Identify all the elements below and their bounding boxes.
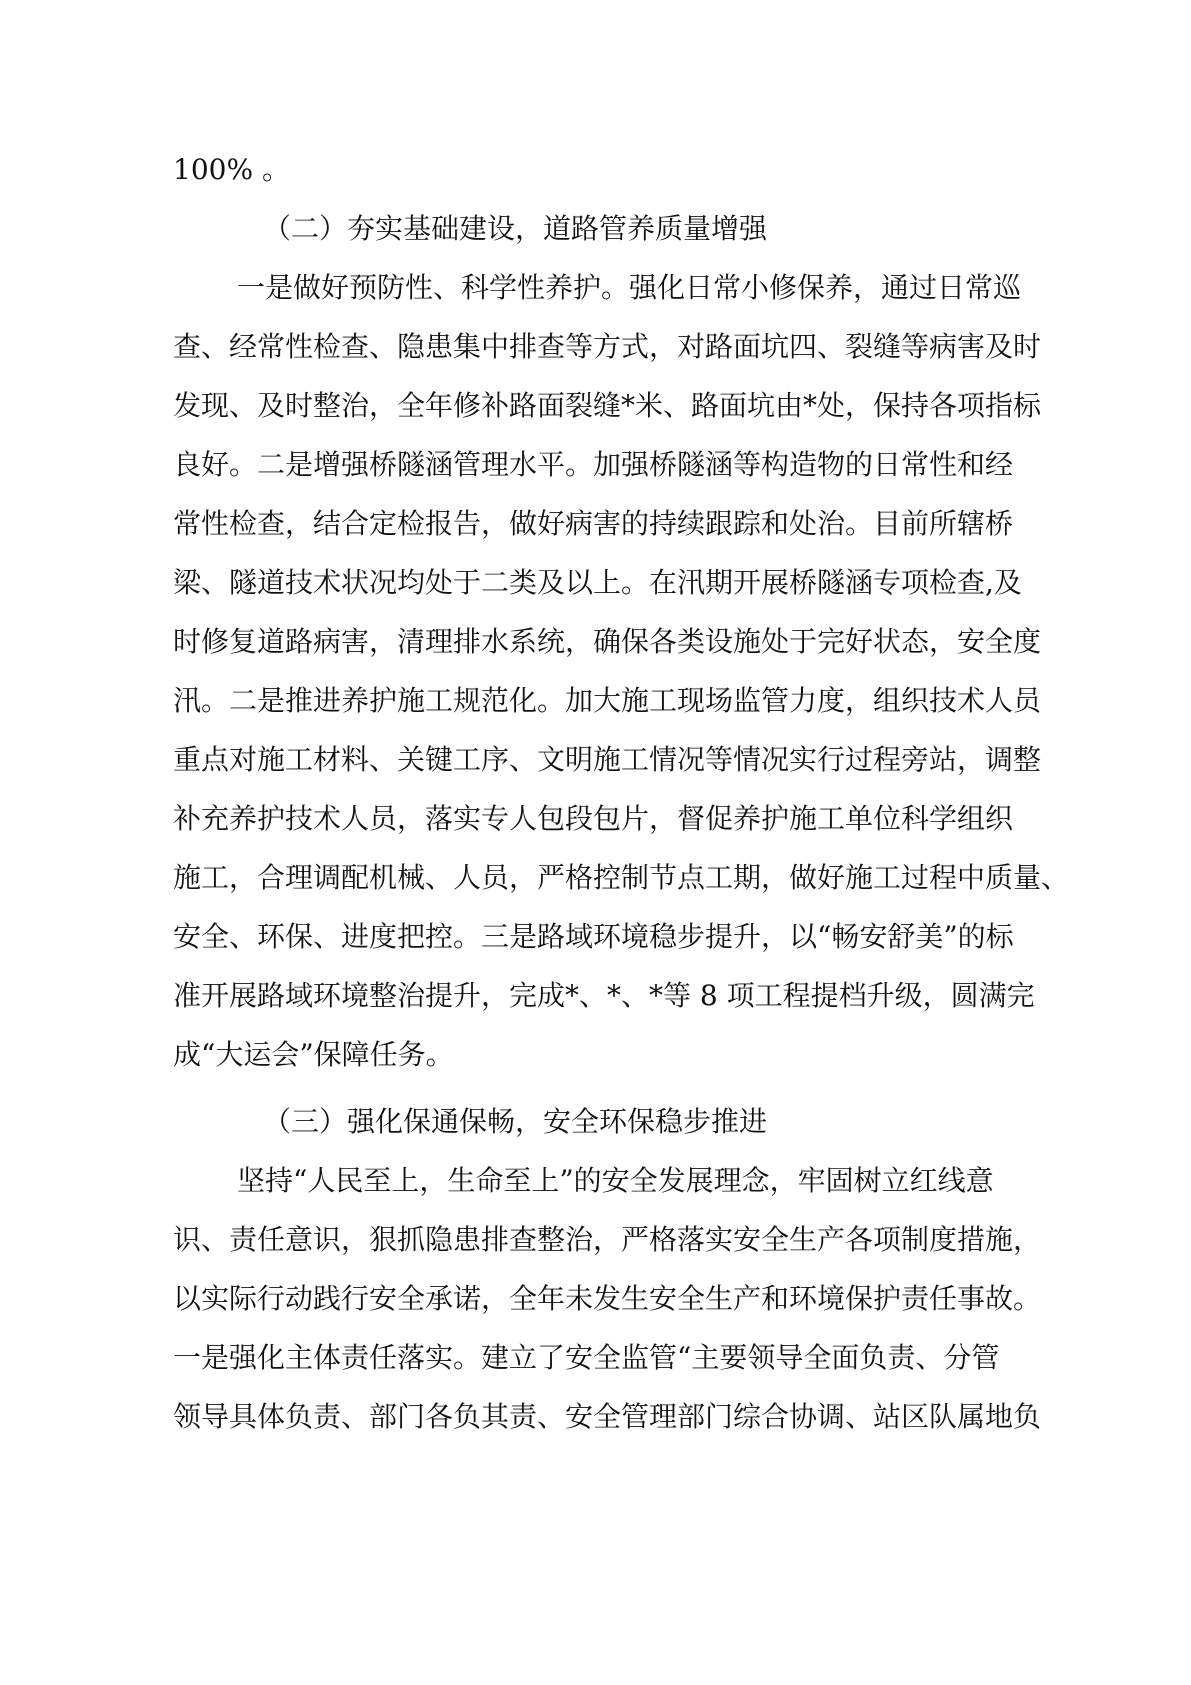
paragraph-line: 一是做好预防性、科学性养护。强化日常小修保养，通过日常巡	[237, 271, 1022, 304]
top-fragment-line: 100% 。	[173, 153, 290, 186]
paragraph-line: 准开展路域环境整治提升，完成*、*、*等 8 项工程提档升级，圆满完	[173, 979, 1035, 1012]
paragraph-line: 发现、及时整治，全年修补路面裂缝*米、路面坑由*处，保持各项指标	[173, 389, 1042, 422]
paragraph-line: 查、经常性检查、隐患集中排查等方式，对路面坑四、裂缝等病害及时	[173, 330, 1042, 363]
paragraph-line: 识、责任意识，狠抓隐患排查整治，严格落实安全生产各项制度措施，	[173, 1223, 1042, 1256]
paragraph-line: 常性检查，结合定检报告，做好病害的持续跟踪和处治。目前所辖桥	[173, 507, 1014, 540]
paragraph-line: 梁、隧道技术状况均处于二类及以上。在汛期开展桥隧涵专项检查,及	[173, 566, 1022, 599]
paragraph-line: 良好。二是增强桥隧涵管理水平。加强桥隧涵等构造物的日常性和经	[173, 448, 1014, 481]
paragraph-line: 以实际行动践行安全承诺，全年未发生安全生产和环境保护责任事故。	[173, 1282, 1042, 1315]
paragraph-line: 重点对施工材料、关键工序、文明施工情况等情况实行过程旁站，调整	[173, 743, 1042, 776]
paragraph-line: 时修复道路病害，清理排水系统，确保各类设施处于完好状态，安全度	[173, 625, 1042, 658]
paragraph-line: 安全、环保、进度把控。三是路域环境稳步提升，以“畅安舒美”的标	[173, 920, 1014, 953]
section-three-paragraph	[173, 1151, 1042, 1446]
paragraph-line: 坚持“人民至上，生命至上”的安全发展理念，牢固树立红线意	[237, 1164, 994, 1197]
paragraph-line: 一是强化主体责任落实。建立了安全监管“主要领导全面负责、分管	[173, 1341, 1000, 1374]
paragraph-line: 补充养护技术人员，落实专人包段包片，督促养护施工单位科学组织	[173, 802, 1014, 835]
section-two-heading: （二）夯实基础建设，道路管养质量增强	[263, 212, 768, 245]
section-three-heading: （三）强化保通保畅，安全环保稳步推进	[263, 1105, 768, 1138]
section-two-paragraph	[173, 258, 1070, 1084]
paragraph-line: 汛。二是推进养护施工规范化。加大施工现场监管力度，组织技术人员	[173, 684, 1042, 717]
document-body	[173, 140, 1070, 1446]
paragraph-line: 成“大运会”保障任务。	[173, 1038, 454, 1071]
paragraph-line: 领导具体负责、部门各负其责、安全管理部门综合协调、站区队属地负	[173, 1400, 1042, 1433]
paragraph-line: 施工，合理调配机械、人员，严格控制节点工期，做好施工过程中质量、	[173, 861, 1070, 894]
